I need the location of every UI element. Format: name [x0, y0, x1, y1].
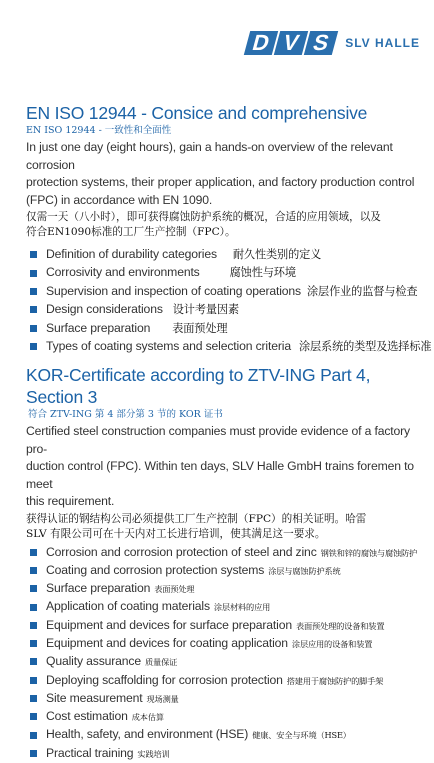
list-item	[26, 561, 420, 579]
section-en-iso-12944	[26, 102, 432, 355]
item-en: Application of coating materials	[46, 599, 210, 614]
item-en: Corrosivity and environments	[46, 265, 200, 280]
paragraph-line: protection systems, their proper application, and factory production control	[26, 175, 415, 189]
item-cn: 涂层系统的类型及选择标准	[298, 339, 432, 353]
item-cn: 现场测量	[146, 693, 179, 704]
item-en: Practical training	[46, 745, 134, 760]
item-cn: 涂层应用的设备和装置	[291, 638, 373, 649]
bullet-icon	[30, 695, 37, 702]
item-cn: 耐久性类别的定义	[232, 248, 322, 261]
item-cn: 涂层作业的监督与检查	[307, 284, 418, 298]
list-item	[26, 579, 420, 597]
section1-paragraph-cn	[26, 210, 420, 240]
list-item	[26, 744, 420, 762]
bullet-icon	[30, 640, 37, 647]
item-en: Supervision and inspection of coating operations	[46, 283, 302, 298]
bullet-icon	[30, 750, 37, 757]
bullet-icon	[30, 604, 37, 611]
list-item	[26, 725, 420, 743]
item-cn: 腐蚀性与环境	[229, 266, 296, 280]
bullet-icon	[30, 549, 37, 556]
bullet-icon	[30, 658, 37, 665]
item-cn: 表面预处理	[172, 321, 228, 335]
logo-letter: V	[274, 31, 308, 55]
bullet-icon	[30, 585, 37, 592]
item-cn: 钢铁和锌的腐蚀与腐蚀防护	[320, 547, 418, 558]
paragraph-line: In just one day (eight hours), gain a hands-on overview of the relevant corrosion	[26, 140, 393, 172]
section1-paragraph	[26, 139, 420, 209]
item-cn: 表面预处理	[154, 584, 195, 595]
item-en: Equipment and devices for surface preparation	[46, 617, 292, 632]
section1-topic-list	[26, 245, 432, 355]
item-en: Equipment and devices for coating application	[46, 635, 288, 650]
bullet-icon	[30, 622, 37, 629]
list-item	[26, 652, 420, 670]
list-item	[26, 634, 420, 652]
bullet-icon	[30, 325, 37, 332]
item-en: Corrosion and corrosion protection of steel and zinc	[46, 544, 317, 559]
item-cn: 健康、安全与环境（HSE）	[252, 730, 351, 741]
paragraph-line: duction control (FPC). Within ten days, SLV Halle GmbH trains foremen to meet	[26, 459, 414, 491]
list-item	[26, 245, 420, 263]
list-item	[26, 263, 420, 281]
list-item	[26, 337, 432, 355]
item-cn: 表面预处理的设备和装置	[295, 620, 385, 631]
item-en: Health, safety, and environment (HSE)	[46, 727, 249, 742]
item-en: Types of coating systems and selection criteria	[46, 338, 291, 353]
section2-title: KOR-Certificate according to ZTV-ING Part 4, Section 3	[26, 365, 371, 407]
list-item	[26, 319, 420, 337]
bullet-icon	[30, 306, 37, 313]
list-item	[26, 689, 420, 707]
list-item	[26, 707, 420, 725]
paragraph-line-cn: SLV 有限公司可在十天内对工长进行培训，使其满足这一要求。	[26, 527, 326, 540]
list-item	[26, 282, 420, 300]
item-cn: 设计考量因素	[172, 303, 239, 317]
section2-title-cn: 符合 ZTV-ING 第 4 部分第 3 节的 KOR 证书	[28, 409, 223, 420]
paragraph-line-cn: 获得认证的钢结构公司必须提供工厂生产控制（FPC）的相关证明。哈雷	[26, 512, 367, 525]
item-en: Coating and corrosion protection systems	[46, 562, 265, 577]
dvs-slv-halle-logo	[247, 28, 420, 58]
item-en: Definition of durability categories	[46, 247, 217, 261]
logo-letters	[247, 31, 337, 55]
section2-paragraph	[26, 423, 420, 511]
bullet-icon	[30, 732, 37, 739]
section2-paragraph-cn	[26, 512, 420, 542]
list-item	[26, 671, 420, 689]
item-en: Cost estimation	[46, 709, 128, 724]
bullet-icon	[30, 567, 37, 574]
logo-letter: S	[304, 31, 338, 55]
logo-letter: D	[244, 31, 278, 55]
item-cn: 涂层材料的应用	[213, 602, 271, 613]
paragraph-line-cn: 仅需一天（八小时），即可获得腐蚀防护系统的概况，合适的应用领域，以及	[26, 211, 381, 223]
paragraph-line-cn: 符合EN1090标准的工厂生产控制（FPC）。	[26, 226, 236, 238]
paragraph-line: Certified steel construction companies must provide evidence of a factory pro-	[26, 424, 410, 456]
bullet-icon	[30, 343, 37, 350]
section-kor-certificate	[26, 364, 420, 762]
bullet-icon	[30, 251, 37, 258]
bullet-icon	[30, 713, 37, 720]
item-en: Surface preparation	[46, 581, 151, 596]
item-cn: 涂层与腐蚀防护系统	[268, 565, 341, 576]
bullet-icon	[30, 288, 37, 295]
item-en: Design considerations	[46, 302, 163, 317]
logo-text: SLV HALLE	[345, 36, 420, 50]
section1-title: EN ISO 12944 - Consice and comprehensive	[26, 103, 368, 123]
item-en: Site measurement	[46, 690, 143, 705]
item-cn: 搭建用于腐蚀防护的脚手架	[286, 675, 384, 686]
list-item	[26, 300, 420, 318]
item-en: Surface preparation	[46, 320, 151, 335]
paragraph-line: (FPC) in accordance with EN 1090.	[26, 192, 213, 207]
list-item	[26, 616, 420, 634]
item-cn: 成本估算	[131, 712, 164, 723]
section2-topic-list	[26, 543, 420, 763]
list-item	[26, 597, 420, 615]
item-en: Quality assurance	[46, 654, 141, 669]
section1-title-cn: EN ISO 12944 - 一致性和全面性	[26, 125, 172, 136]
paragraph-line: this requirement.	[26, 494, 115, 508]
bullet-icon	[30, 677, 37, 684]
item-en: Deploying scaffolding for corrosion protection	[46, 672, 283, 687]
item-cn: 实践培训	[137, 748, 170, 759]
item-cn: 质量保证	[145, 657, 178, 668]
list-item	[26, 543, 420, 561]
bullet-icon	[30, 270, 37, 277]
